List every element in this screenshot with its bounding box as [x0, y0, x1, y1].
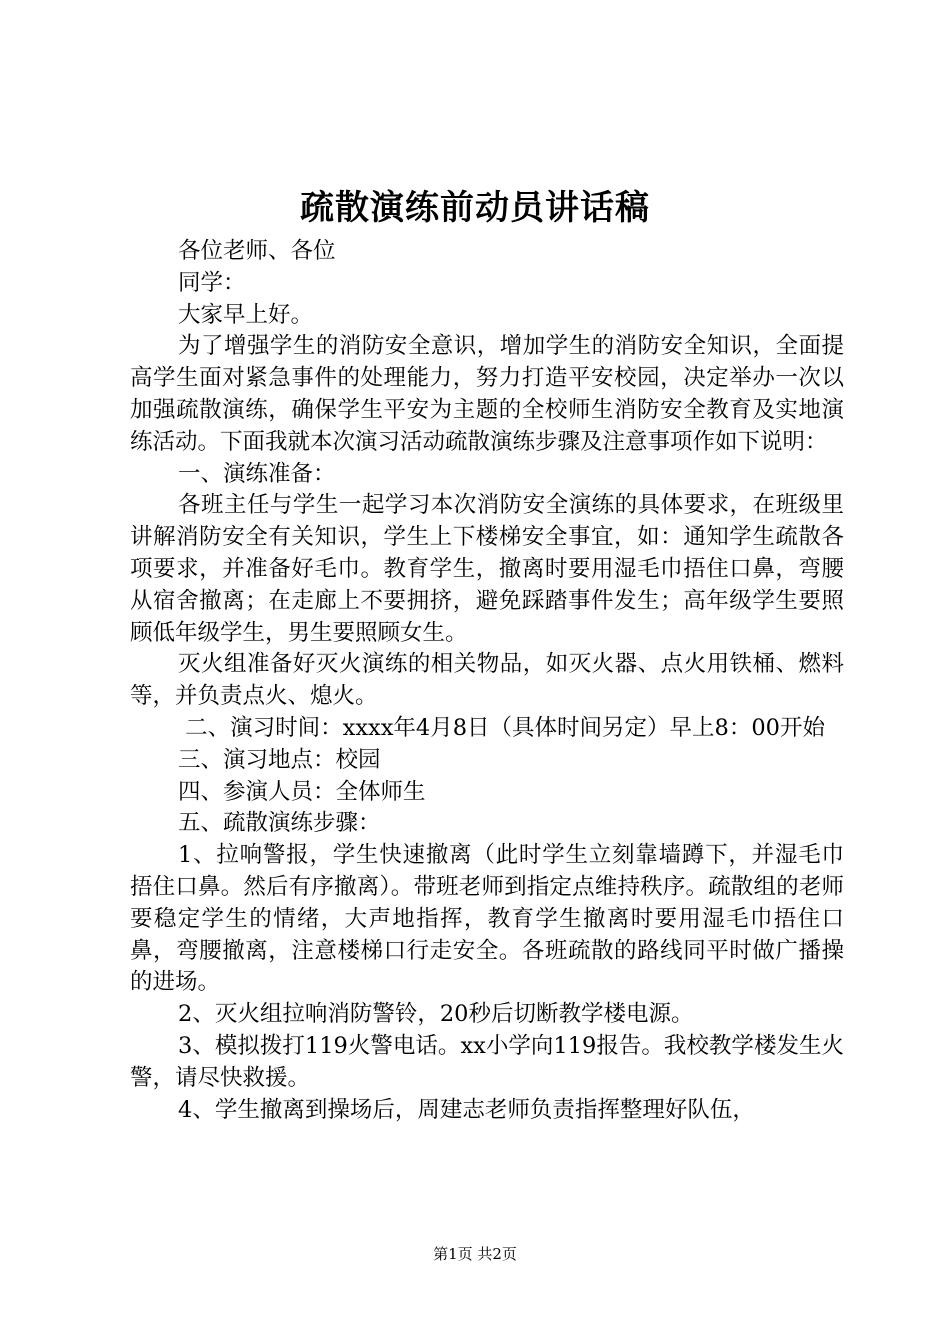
section-heading-preparation: 一、演练准备： [178, 460, 336, 487]
paragraph-greeting-1: 各位老师、各位 [178, 238, 336, 264]
document-body [130, 236, 844, 1126]
paragraph-greeting-3: 大家早上好。 [178, 301, 314, 328]
paragraph-intro: 为了增强学生的消防安全意识，增加学生的消防安全知识，全面提高学生面对紧急事件的处理能力，努力打造平安校园，决定举办一次以加强疏散演练，确保学生平安为主题的全校师生消防安全教育及实地演练活动。下面我就本次演习活动疏散演练步骤及注意事项作如下说明： [130, 333, 844, 455]
section-time: 二、演习时间：xxxx年4月8日（具体时间另定）早上8：00开始 [178, 714, 825, 741]
step-4: 4、学生撤离到操场后，周建志老师负责指挥整理好队伍， [178, 1096, 755, 1123]
document-title: 疏散演练前动员讲话稿 [300, 188, 650, 228]
page-number-footer: 第1页 共2页 [433, 1245, 517, 1263]
paragraph-greeting-2: 同学： [178, 269, 246, 296]
step-3: 3、模拟拨打119火警电话。xx小学向119报告。我校教学楼发生火警，请尽快救援。 [130, 1032, 844, 1091]
paragraph-fire-group: 灭火组准备好灭火演练的相关物品，如灭火器、点火用铁桶、燃料等，并负责点火、熄火。 [130, 651, 844, 710]
step-2: 2、灭火组拉响消防警铃，20秒后切断教学楼电源。 [178, 1001, 694, 1028]
section-location: 三、演习地点：校园 [178, 746, 381, 773]
step-1: 1、拉响警报，学生快速撤离（此时学生立刻靠墙蹲下，并湿毛巾捂住口鼻。然后有序撤离）。带班老师到指定点维持秩序。疏散组的老师要稳定学生的情绪，大声地指挥，教育学生撤离时要用湿毛巾捂住口鼻，弯腰撤离，注意楼梯口行走安全。各班疏散的路线同平时做广播操的进场。 [130, 842, 844, 996]
section-heading-steps: 五、疏散演练步骤： [178, 810, 381, 837]
section-participants: 四、参演人员：全体师生 [178, 778, 426, 805]
paragraph-preparation: 各班主任与学生一起学习本次消防安全演练的具体要求，在班级里讲解消防安全有关知识，学生上下楼梯安全事宜，如：通知学生疏散各项要求，并准备好毛巾。教育学生，撤离时要用湿毛巾捂住口鼻，弯腰从宿舍撤离；在走廊上不要拥挤，避免踩踏事件发生；高年级学生要照顾低年级学生，男生要照顾女生。 [130, 492, 844, 646]
